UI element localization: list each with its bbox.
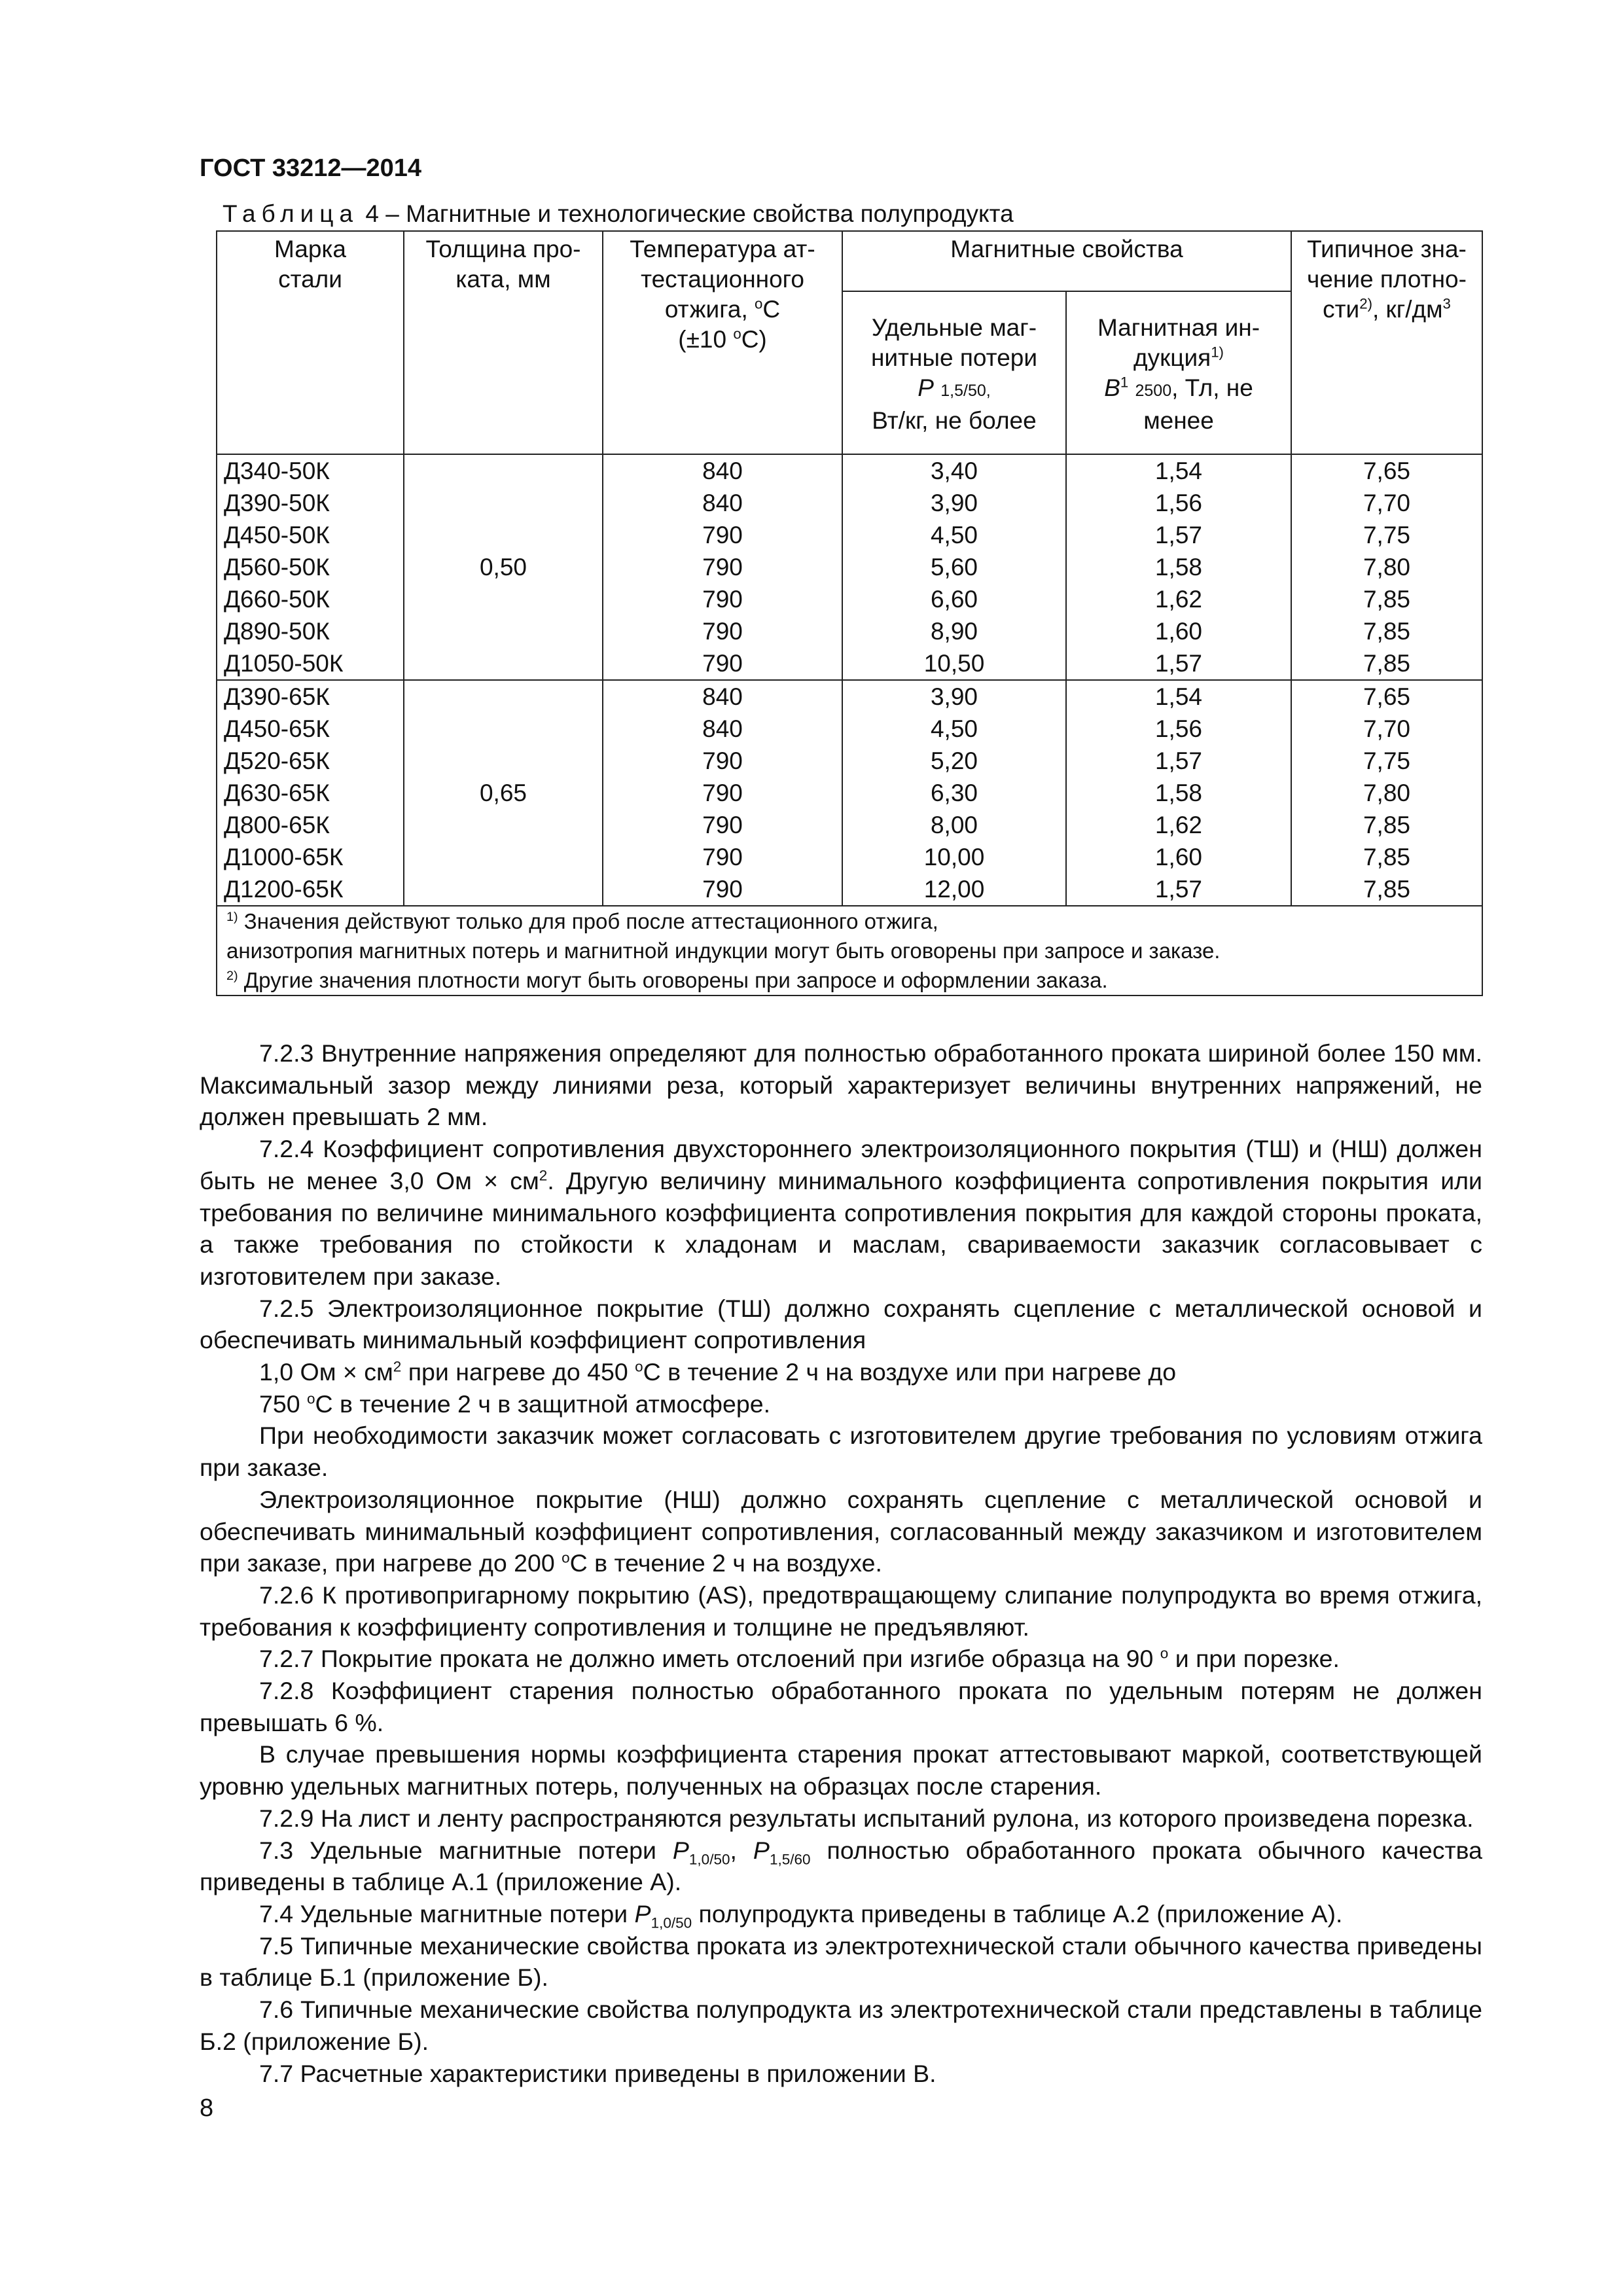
para-7-2-6: 7.2.6 К противопригарному покрытию (AS), предотвращающему слипание полупродукта во время отжига, требования к коэффициенту сопротивления и толщине не предъявляют. — [200, 1581, 1482, 1641]
table-caption — [223, 200, 1014, 228]
cell-induction: 1,57 — [1066, 519, 1291, 551]
table-body — [217, 454, 1482, 906]
header-thickness: Толщина про- ката, мм — [404, 231, 603, 454]
notes-row — [217, 906, 1482, 996]
header-losses: Удельные маг- нитные потери Р 1,5/50, Вт/кг, не более — [842, 291, 1066, 454]
para-7-2-5-extra: При необходимости заказчик может согласовать с изготовителем другие требования по условиям отжига при заказе. — [200, 1422, 1482, 1482]
cell-density: 7,80 — [1291, 777, 1482, 809]
cell-grade: Д1050-50К — [217, 647, 404, 680]
cell-temperature: 790 — [603, 647, 842, 680]
cell-temperature: 790 — [603, 841, 842, 873]
cell-density: 7,85 — [1291, 583, 1482, 615]
cell-grade: Д560-50К — [217, 551, 404, 583]
cell-grade: Д1200-65К — [217, 873, 404, 906]
properties-table — [216, 230, 1483, 996]
table-notes — [217, 906, 1482, 996]
cell-losses: 3,90 — [842, 680, 1066, 713]
header-magnetic: Магнитные свойства — [842, 231, 1291, 291]
note-1-line-2: анизотропия магнитных потерь и магнитной индукции могут быть оговорены при запросе и заказе. — [226, 939, 1221, 963]
cell-temperature: 790 — [603, 809, 842, 841]
cell-density: 7,70 — [1291, 487, 1482, 519]
cell-thickness: 0,50 — [404, 454, 603, 680]
cell-losses: 3,90 — [842, 487, 1066, 519]
cell-induction: 1,56 — [1066, 713, 1291, 745]
cell-temperature: 840 — [603, 713, 842, 745]
table-row — [217, 680, 1482, 713]
cell-induction: 1,58 — [1066, 551, 1291, 583]
cell-grade: Д340-50К — [217, 454, 404, 487]
cell-density: 7,85 — [1291, 809, 1482, 841]
cell-losses: 8,00 — [842, 809, 1066, 841]
cell-induction: 1,57 — [1066, 873, 1291, 906]
para-7-2-4: 7.2.4 Коэффициент сопротивления двухстороннего электроизоляционного покрытия (ТШ) и (НШ) должен быть не менее 3,0 Ом × $см^2$. Другую величину минимального коэффициента сопротивления покрытия или требования по величине минимального коэффициента сопротивления покрытия для каждой стороны проката, а также требования по стойкости к хладонам и маслам, свариваемости заказчик согласовывает с изготовителем при заказе. — [200, 1135, 1482, 1290]
cell-losses: 8,90 — [842, 615, 1066, 647]
cell-temperature: 790 — [603, 745, 842, 777]
cell-temperature: 790 — [603, 777, 842, 809]
cell-density: 7,65 — [1291, 454, 1482, 487]
cell-grade: Д660-50К — [217, 583, 404, 615]
cell-induction: 1,62 — [1066, 809, 1291, 841]
cell-thickness: 0,65 — [404, 680, 603, 906]
cell-grade: Д890-50К — [217, 615, 404, 647]
cell-grade: Д1000-65К — [217, 841, 404, 873]
cell-density: 7,75 — [1291, 519, 1482, 551]
document-code: ГОСТ 33212—2014 — [200, 154, 422, 182]
cell-induction: 1,57 — [1066, 647, 1291, 680]
cell-grade: Д390-50К — [217, 487, 404, 519]
header-temperature: Температура ат- тестационного отжига, $^о$С (±10 $^о$С) — [603, 231, 842, 454]
cell-temperature: 790 — [603, 873, 842, 906]
cell-losses: 12,00 — [842, 873, 1066, 906]
cell-density: 7,75 — [1291, 745, 1482, 777]
cell-density: 7,65 — [1291, 680, 1482, 713]
note-1-line-1: $^{1)}$ Значения действуют только для проб после аттестационного отжига, — [226, 909, 938, 933]
cell-grade: Д450-65К — [217, 713, 404, 745]
cell-temperature: 790 — [603, 551, 842, 583]
para-7-2-5-line-2: 750 $^о$С в течение 2 ч в защитной атмосфере. — [259, 1390, 771, 1418]
para-7-2-5: 7.2.5 Электроизоляционное покрытие (ТШ) должно сохранять сцепление с металлической основой и обеспечивать минимальный коэффициент сопротивления — [200, 1294, 1482, 1354]
note-2: $^{2)}$ Другие значения плотности могут быть оговорены при запросе и оформлении заказа. — [226, 968, 1108, 992]
cell-induction: 1,60 — [1066, 615, 1291, 647]
cell-density: 7,80 — [1291, 551, 1482, 583]
cell-temperature: 840 — [603, 454, 842, 487]
cell-losses: 6,30 — [842, 777, 1066, 809]
cell-induction: 1,60 — [1066, 841, 1291, 873]
para-7-2-8: 7.2.8 Коэффициент старения полностью обработанного проката по удельным потерям не должен превышать 6 %. — [200, 1677, 1482, 1736]
cell-induction: 1,57 — [1066, 745, 1291, 777]
cell-induction: 1,54 — [1066, 454, 1291, 487]
para-7-2-7: 7.2.7 Покрытие проката не должно иметь отслоений при изгибе образца на 90 $^о$ и при порезке. — [259, 1645, 1340, 1673]
para-7-2-9: 7.2.9 На лист и ленту распространяются результаты испытаний рулона, из которого произведена порезка. — [259, 1804, 1474, 1832]
para-7-7: 7.7 Расчетные характеристики приведены в приложении В. — [259, 2059, 936, 2087]
cell-losses: 3,40 — [842, 454, 1066, 487]
header-density: Типичное зна- чение плотно- сти$^{2)}$, $кг/дм^3$ — [1291, 231, 1482, 454]
cell-losses: 5,20 — [842, 745, 1066, 777]
para-7-3: 7.3 Удельные магнитные потери $P_{1,0/50}$, $P_{1,5/60}$ полностью обработанного проката обычного качества приведены в таблице А.1 (приложение А). — [200, 1836, 1482, 1896]
para-7-5: 7.5 Типичные механические свойства проката из электротехнической стали обычного качества приведены в таблице Б.1 (приложение Б). — [200, 1931, 1482, 1992]
cell-grade: Д630-65К — [217, 777, 404, 809]
cell-density: 7,70 — [1291, 713, 1482, 745]
page-number: 8 — [200, 2094, 214, 2122]
cell-density: 7,85 — [1291, 841, 1482, 873]
para-7-2-5-nsh: Электроизоляционное покрытие (НШ) должно сохранять сцепление с металлической основой и обеспечивать минимальный коэффициент сопротивления, согласованный между заказчиком и изготовителем при заказе, при нагреве до 200 $^о$С в течение 2 ч на воздухе. — [200, 1485, 1482, 1577]
cell-density: 7,85 — [1291, 615, 1482, 647]
header-row-1 — [217, 231, 1482, 291]
cell-induction: 1,58 — [1066, 777, 1291, 809]
header-grade: Марка стали — [217, 231, 404, 454]
cell-losses: 4,50 — [842, 713, 1066, 745]
cell-losses: 6,60 — [842, 583, 1066, 615]
cell-induction: 1,54 — [1066, 680, 1291, 713]
cell-density: 7,85 — [1291, 873, 1482, 906]
cell-temperature: 790 — [603, 583, 842, 615]
cell-losses: 5,60 — [842, 551, 1066, 583]
cell-grade: Д450-50К — [217, 519, 404, 551]
cell-losses: 10,00 — [842, 841, 1066, 873]
cell-temperature: 790 — [603, 519, 842, 551]
para-7-4: 7.4 Удельные магнитные потери $P_{1,0/50}$ полупродукта приведены в таблице А.2 (приложение А). — [259, 1899, 1343, 1931]
table-caption-text: 4 – Магнитные и технологические свойства полупродукта — [359, 200, 1014, 227]
para-7-2-3: 7.2.3 Внутренние напряжения определяют для полностью обработанного проката шириной более 150 мм. Максимальный зазор между линиями реза, который характеризует величины внутренних напряжений, не должен превышать 2 мм. — [200, 1039, 1482, 1131]
table-row — [217, 454, 1482, 487]
cell-induction: 1,56 — [1066, 487, 1291, 519]
body-text — [200, 1037, 1482, 2089]
cell-induction: 1,62 — [1066, 583, 1291, 615]
cell-losses: 10,50 — [842, 647, 1066, 680]
cell-grade: Д390-65К — [217, 680, 404, 713]
table-caption-label: Таблица — [223, 200, 359, 227]
para-7-2-8-extra: В случае превышения нормы коэффициента старения прокат аттестовывают маркой, соответствующей уровню удельных магнитных потерь, полученных на образцах после старения. — [200, 1740, 1482, 1801]
cell-temperature: 840 — [603, 680, 842, 713]
para-7-2-5-line-1: 1,0 Ом × $см^2$ при нагреве до 450 $^о$С в течение 2 ч на воздухе или при нагреве до — [259, 1358, 1177, 1386]
cell-grade: Д800-65К — [217, 809, 404, 841]
cell-losses: 4,50 — [842, 519, 1066, 551]
cell-temperature: 790 — [603, 615, 842, 647]
para-7-6: 7.6 Типичные механические свойства полупродукта из электротехнической стали представлены в таблице Б.2 (приложение Б). — [200, 1996, 1482, 2055]
cell-grade: Д520-65К — [217, 745, 404, 777]
cell-temperature: 840 — [603, 487, 842, 519]
header-induction: Магнитная ин- дукция$^{1)}$ $В^1$ 2500, Тл, не менее — [1066, 291, 1291, 454]
cell-density: 7,85 — [1291, 647, 1482, 680]
